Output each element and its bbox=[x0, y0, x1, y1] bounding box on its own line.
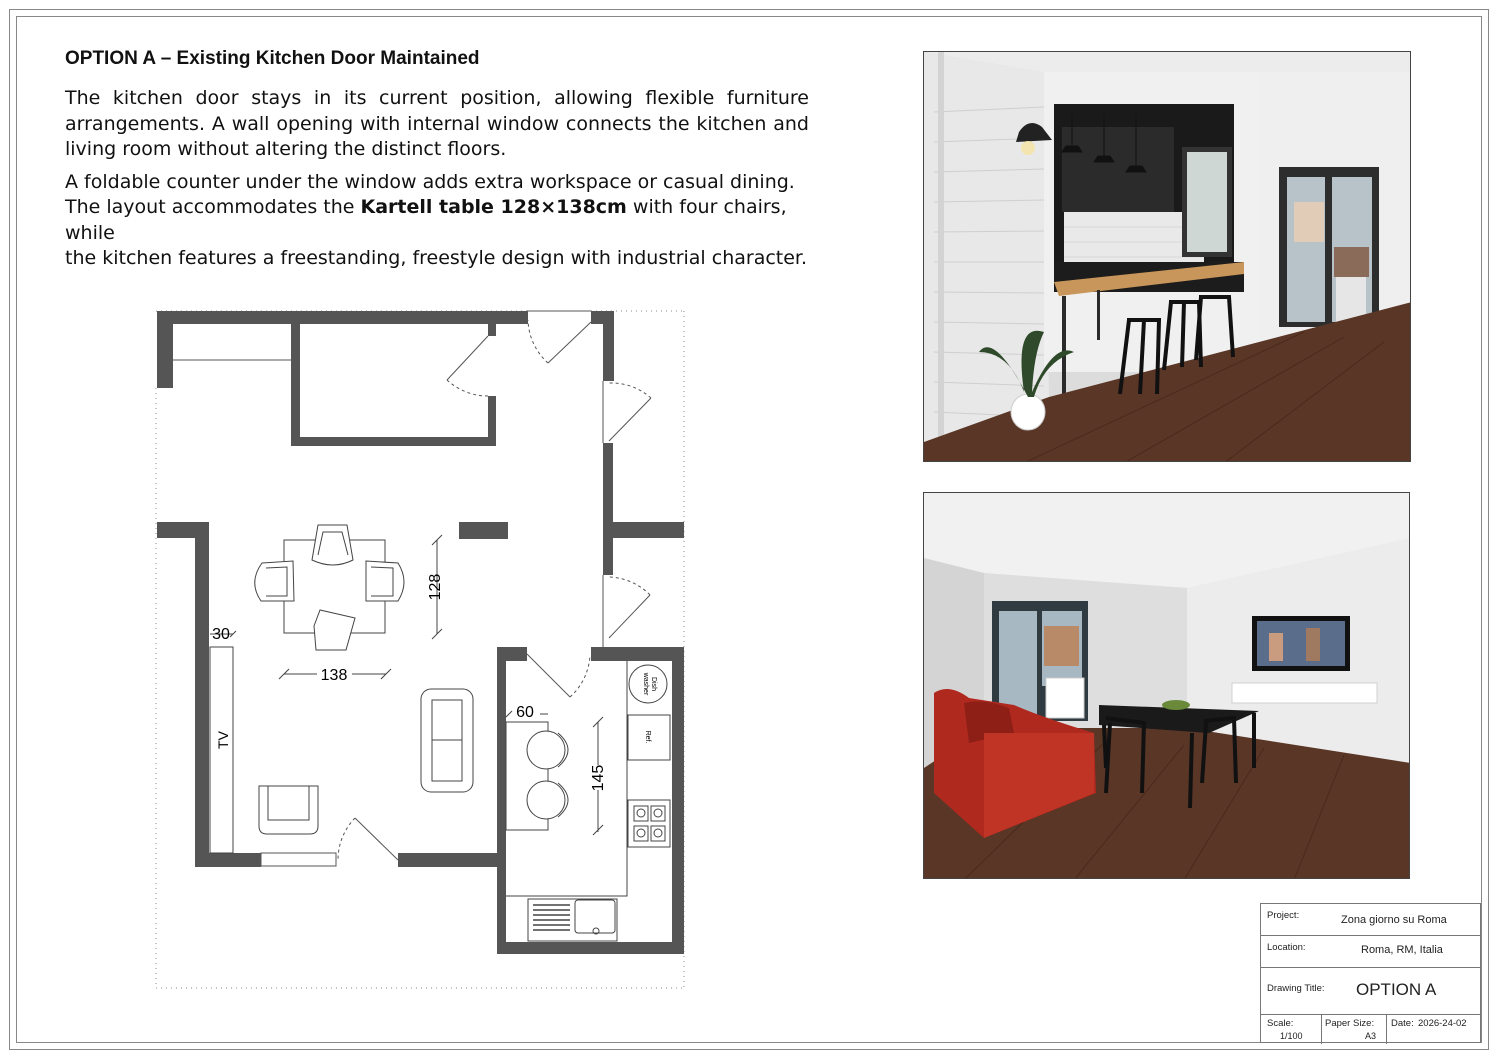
walls bbox=[157, 311, 684, 954]
location-label: Location: bbox=[1267, 942, 1306, 953]
table-highlight: Kartell table 128×138cm bbox=[360, 196, 627, 218]
title-block-divider bbox=[1321, 1015, 1322, 1044]
date-label: Date: bbox=[1391, 1018, 1414, 1029]
stool bbox=[527, 731, 565, 769]
date-value: 2026-24-02 bbox=[1418, 1018, 1467, 1029]
title-block-row-drawing bbox=[1261, 968, 1480, 1015]
dishwasher-label: washer bbox=[642, 672, 649, 696]
chair bbox=[312, 525, 353, 565]
dimension-counter-depth: 60 bbox=[516, 704, 534, 721]
dimension-counter-length: 145 bbox=[590, 764, 607, 792]
description-line: The layout accommodates the bbox=[65, 196, 361, 218]
description-line: A foldable counter under the window adds extra workspace or casual dining. bbox=[65, 170, 795, 193]
stool bbox=[527, 781, 565, 819]
description-paragraph-2 bbox=[65, 170, 809, 272]
title-block-row-meta bbox=[1261, 1015, 1480, 1044]
kitchen-render-image bbox=[923, 51, 1411, 462]
dimension-wall-gap: 30 bbox=[212, 626, 230, 643]
floor-plan bbox=[150, 303, 695, 998]
living-render-drawing bbox=[924, 493, 1410, 879]
drawing-title-label: Drawing Title: bbox=[1267, 983, 1325, 994]
paper-size-value: A3 bbox=[1365, 1031, 1377, 1041]
title-block-divider bbox=[1386, 1015, 1387, 1044]
dishwasher-label: Dish bbox=[650, 676, 657, 692]
tv-unit bbox=[210, 647, 233, 853]
title-block-row-project bbox=[1261, 904, 1480, 936]
description-line: with four chairs, while bbox=[65, 196, 787, 244]
dining-set bbox=[255, 525, 404, 650]
living-furniture bbox=[259, 689, 473, 834]
paper-size-label: Paper Size: bbox=[1325, 1018, 1375, 1029]
chair bbox=[255, 561, 294, 601]
scale-value: 1/100 bbox=[1280, 1031, 1303, 1041]
project-value: Zona giorno su Roma bbox=[1341, 914, 1447, 926]
dimension-table-width: 138 bbox=[320, 667, 348, 684]
drawing-title-value: OPTION A bbox=[1356, 980, 1437, 999]
title-block-row-location bbox=[1261, 936, 1480, 968]
location-value: Roma, RM, Italia bbox=[1361, 944, 1443, 956]
scale-label: Scale: bbox=[1267, 1018, 1294, 1029]
page-title: OPTION A – Existing Kitchen Door Maintained bbox=[65, 48, 480, 69]
description bbox=[65, 86, 809, 272]
project-label: Project: bbox=[1267, 910, 1300, 921]
kitchen bbox=[506, 661, 670, 941]
title-block bbox=[1260, 903, 1481, 1043]
dimension-table-depth: 128 bbox=[427, 573, 444, 601]
description-paragraph-1: The kitchen door stays in its current position, allowing flexible furniture arrangements. A wall opening with internal window connects the kitchen and living room without altering the distinct floors. bbox=[65, 87, 809, 160]
tv-label: TV bbox=[215, 731, 231, 749]
kitchen-render-drawing bbox=[924, 52, 1411, 462]
description-line: the kitchen features a freestanding, freestyle design with industrial character. bbox=[65, 247, 808, 269]
living-render-image bbox=[923, 492, 1410, 879]
fridge-label: Ref. bbox=[644, 730, 651, 744]
